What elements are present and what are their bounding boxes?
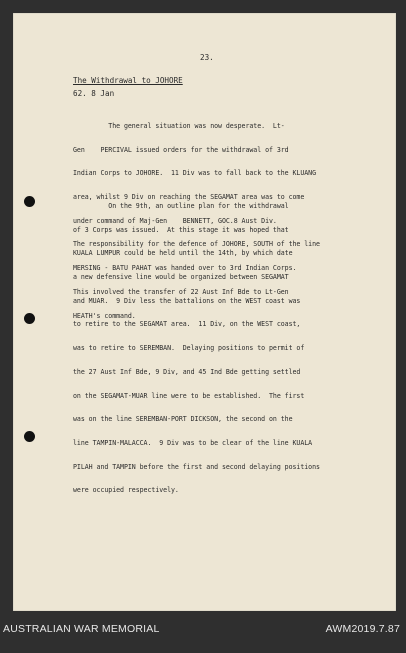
text-line: and MUAR. 9 Div less the battalions on the WEST coast was: [73, 296, 301, 305]
text-line: The responsibility for the defence of JOHORE, SOUTH of the line: [73, 240, 320, 249]
text-line: Gen PERCIVAL issued orders for the withdrawal of 3rd: [73, 145, 289, 154]
text-line: KUALA LUMPUR could be held until the 14th, by which date: [73, 249, 293, 258]
text-line: This involved the transfer of 22 Aust Inf Bde to Lt-Gen: [73, 287, 289, 296]
date-line: 62. 8 Jan: [73, 89, 115, 98]
text-line: on the SEGAMAT-MUAR line were to be established. The first: [73, 391, 305, 400]
footer-accession-number: AWM2019.7.87: [325, 623, 400, 635]
text-line: under command of Maj-Gen BENNETT, GOC.8 Aust Div.: [73, 216, 277, 225]
footer-institution: AUSTRALIAN WAR MEMORIAL: [3, 623, 160, 635]
punch-hole: [24, 196, 35, 207]
text-line: area, whilst 9 Div on reaching the SEGAMAT area was to come: [73, 192, 305, 201]
text-line: was on the line SEREMBAN-PORT DICKSON, the second on the: [73, 415, 293, 424]
text-line: was to retire to SEREMBAN. Delaying positions to permit of: [73, 344, 305, 353]
punch-hole: [24, 431, 35, 442]
text-line: On the 9th, an outline plan for the withdrawal: [73, 201, 289, 210]
punch-hole: [24, 313, 35, 324]
section-title: The Withdrawal to JOHORE: [73, 76, 183, 85]
text-line: the 27 Aust Inf Bde, 9 Div, and 45 Ind Bde getting settled: [73, 367, 301, 376]
text-line: PILAH and TAMPIN before the first and second delaying positions: [73, 462, 320, 471]
paragraph-2: [73, 187, 383, 503]
text-line: MERSING - BATU PAHAT was handed over to 3rd Indian Corps.: [73, 264, 297, 273]
text-line: The general situation was now desperate. Lt-: [73, 121, 285, 130]
text-line: were occupied respectively.: [73, 486, 179, 495]
text-line: Indian Corps to JOHORE. 11 Div was to fall back to the KLUANG: [73, 169, 317, 178]
text-line: a new defensive line would be organized between SEGAMAT: [73, 272, 289, 281]
text-line: to retire to the SEGAMAT area. 11 Div, on the WEST coast,: [73, 320, 301, 329]
text-line: HEATH's command.: [73, 311, 136, 320]
page-number: 23.: [200, 53, 214, 62]
text-line: of 3 Corps was issued. At this stage it was hoped that: [73, 225, 289, 234]
text-line: line TAMPIN-MALACCA. 9 Div was to be clear of the line KUALA: [73, 439, 313, 447]
